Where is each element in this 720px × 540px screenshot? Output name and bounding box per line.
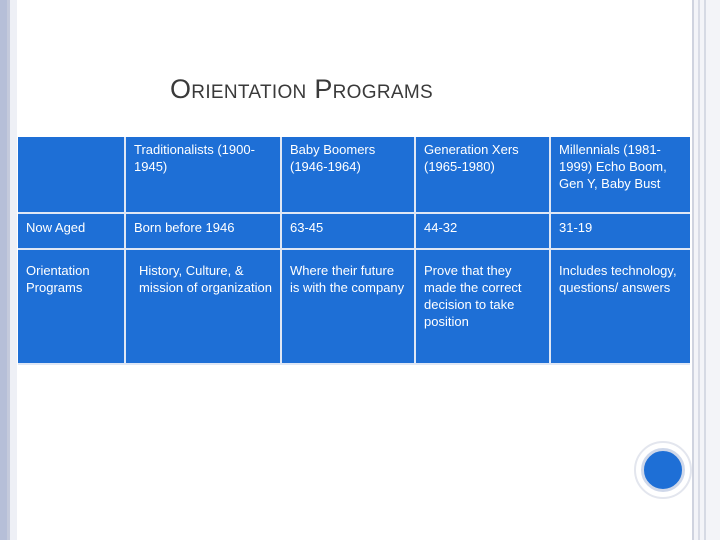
header-cell-millennials: Millennials (1981-1999) Echo Boom, Gen Y, Baby Bust [551, 137, 690, 214]
table-cell: 44-32 [416, 214, 551, 250]
table-cell: 63-45 [282, 214, 416, 250]
row-label-orientation-programs: Orientation Programs [18, 250, 126, 365]
slide-title: Orientation Programs [170, 74, 433, 104]
table-cell: Where their future is with the company [282, 250, 416, 365]
table-cell: History, Culture, & mission of organization [126, 250, 282, 365]
table-cell: Includes technology, questions/ answers [551, 250, 690, 365]
table-cell: 31-19 [551, 214, 690, 250]
header-cell-baby-boomers: Baby Boomers (1946-1964) [282, 137, 416, 214]
table-cell: Prove that they made the correct decision to take position [416, 250, 551, 365]
decorative-blue-circle [641, 448, 685, 492]
row-label-now-aged: Now Aged [18, 214, 126, 250]
generations-table [18, 137, 690, 365]
table-cell: Born before 1946 [126, 214, 282, 250]
header-cell-traditionalists: Traditionalists (1900-1945) [126, 137, 282, 214]
header-cell-generation-xers: Generation Xers (1965-1980) [416, 137, 551, 214]
header-cell-empty [18, 137, 126, 214]
